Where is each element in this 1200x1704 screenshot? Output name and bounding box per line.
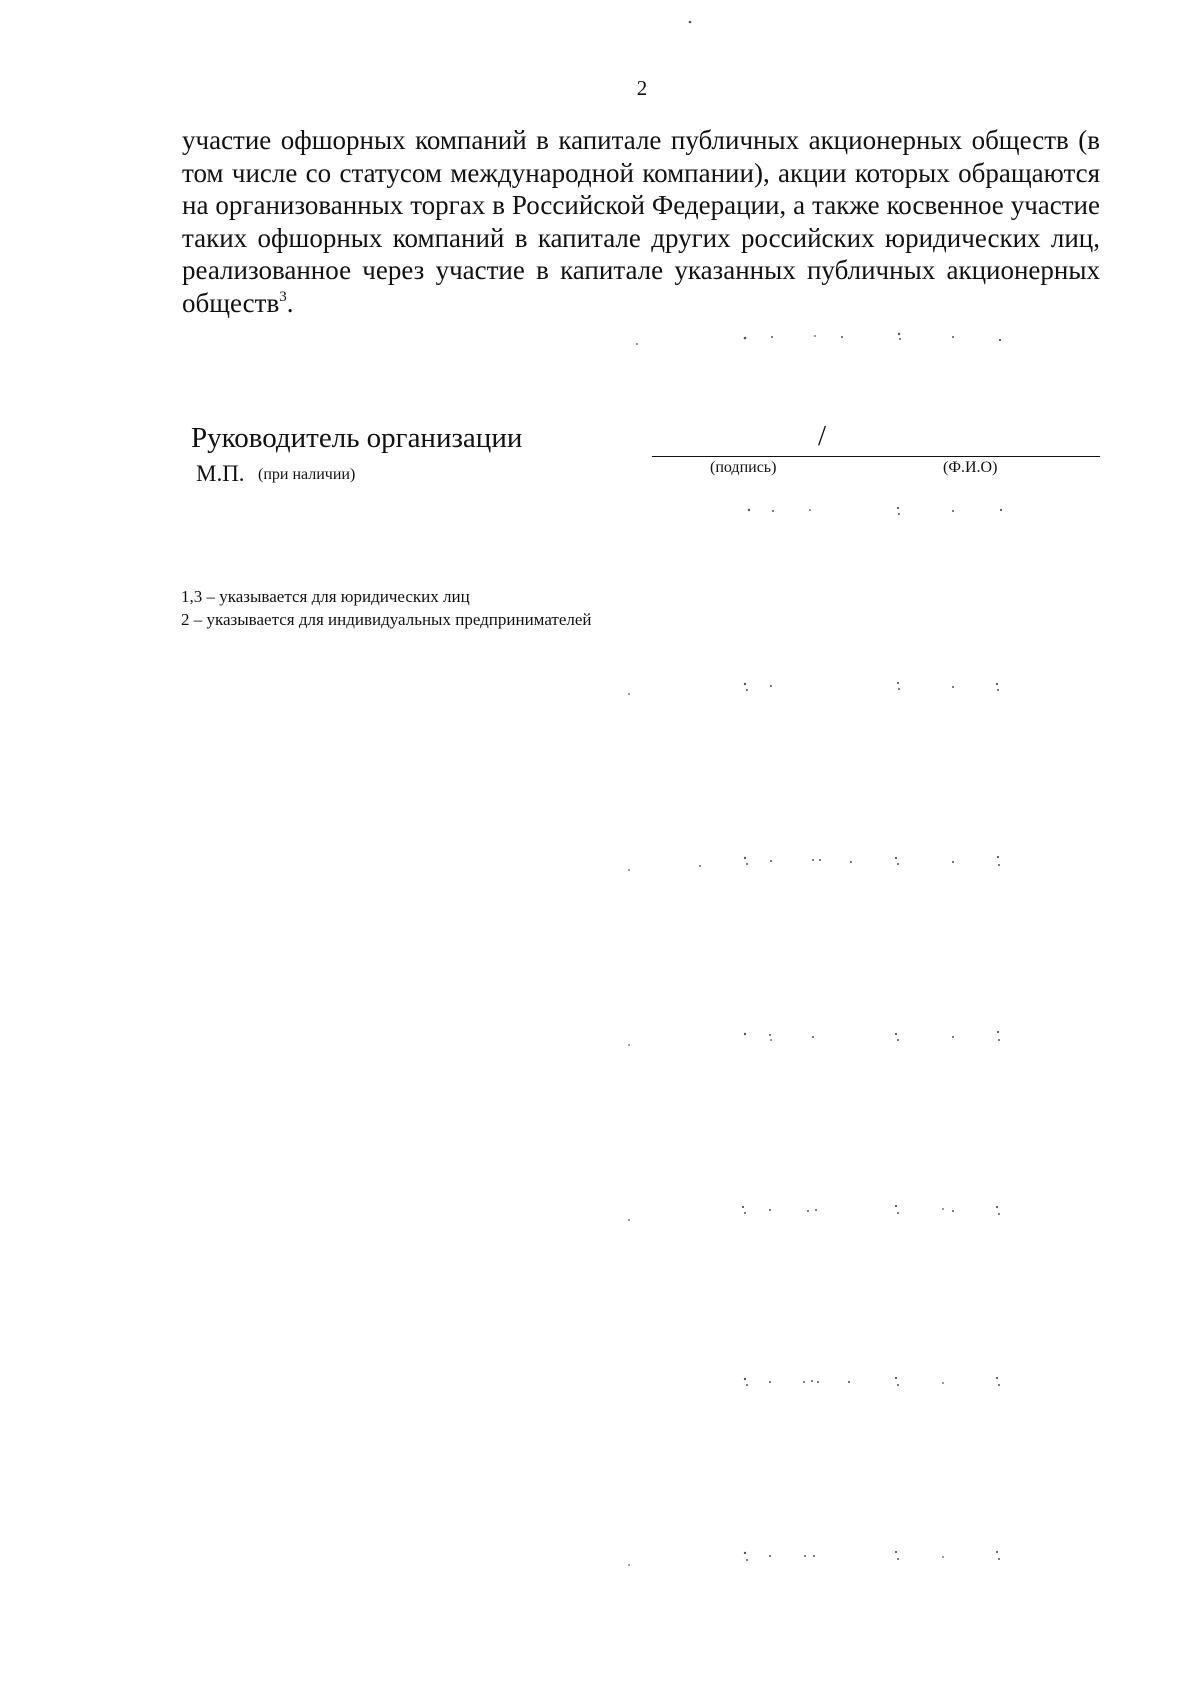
footnote-reference: 3 xyxy=(279,288,287,305)
signature-title: Руководитель организации xyxy=(191,422,523,454)
paragraph-end: . xyxy=(286,287,294,318)
page-number: 2 xyxy=(636,76,648,100)
signature-separator: / xyxy=(818,420,827,452)
signature-line xyxy=(652,456,1100,457)
body-paragraph xyxy=(182,124,1100,319)
fio-caption: (Ф.И.О) xyxy=(943,459,998,476)
footnote-entrepreneurs: 2 – указывается для индивидуальных предпринимателей xyxy=(181,610,592,629)
stamp-note: (при наличии) xyxy=(258,466,356,483)
stamp-label: М.П. xyxy=(196,461,245,486)
paragraph-text: участие офшорных компаний в капитале публичных акционерных обществ (в том числе со статусом международной компании), акции которых обращаются на организованных торгах в Российской Федерации, а также косвенное участие таких офшорных компаний в капитале других российских юридических лиц, реализованное через участие в капитале указанных публичных акционерных обществ xyxy=(182,125,1100,318)
signature-caption: (подпись) xyxy=(710,459,777,476)
footnote-legal-entities: 1,3 – указывается для юридических лиц xyxy=(181,587,470,606)
